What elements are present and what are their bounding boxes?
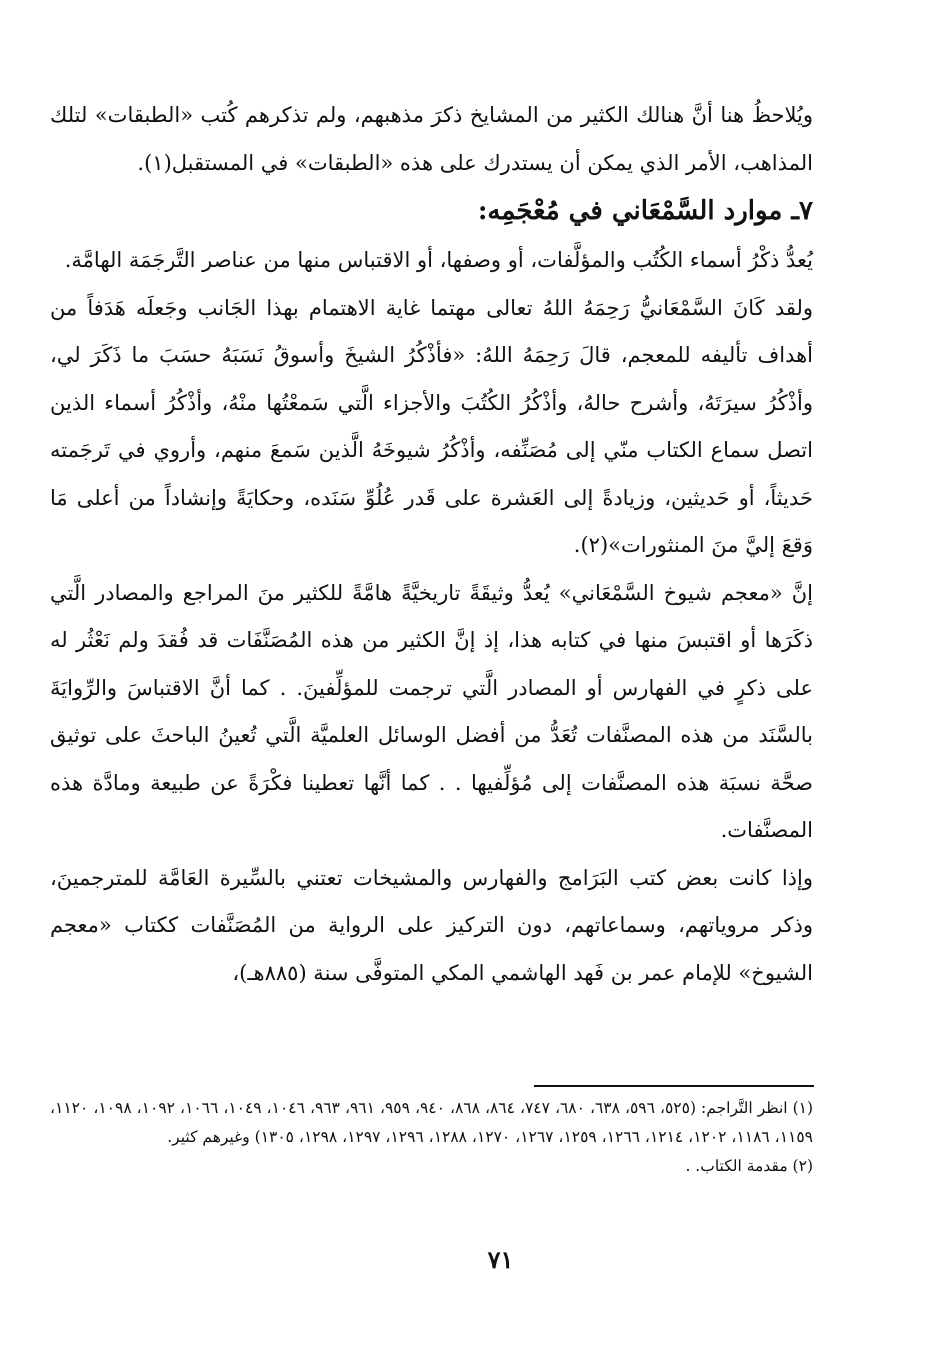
- page-number-wrapper: [0, 1245, 941, 1274]
- footnotes: [50, 1094, 813, 1181]
- paragraph: وإذا كانت بعض كتب البَرَامج والفهارس والمشيخات تعتني بالسِّيرة العَامَّة للمترجمينَ، وذكر مروياتهم، وسماعاتهم، دون التركيز على الرواية من المُصَنَّفات ككتاب «معجم الشيوخ» للإمام عمر بن فَهد الهاشمي المكي المتوفَّى سنة (٨٨٥هـ)،: [50, 865, 813, 985]
- paragraph: إنَّ «معجم شيوخ السَّمْعَاني» يُعدُّ وثيقَةً تاريخيَّةً هامَّةً للكثير منَ المراجع والمصادر الَّتي ذكَرَها أو اقتبسَ منها في كتابه هذا، إذ إنَّ الكثير من هذه المُصَنَّفَات قد فُقدَ ولم نَعْثُر له على ذكرٍ في الفهارس أو المصادر الَّتي ترجمت للمؤلِّفينَ. . كما أنَّ الاقتباسَ والرِّوايَةَ بالسَّنَد من هذه المصنَّفات تُعَدُّ من أفضل الوسائل العلميَّة الَّتي تُعينُ الباحثَ على توثيق صحَّة نسبَة هذه المصنَّفات إلى مُؤلِّفيها . . كما أنَّها تعطينا فكْرَةً عن طبيعة ومادَّة هذه المصنَّفات.: [50, 580, 813, 842]
- footnote-1: (١) انظر التَّراجم: (٥٢٥، ٥٩٦، ٦٣٨، ٦٨٠، ٧٤٧، ٨٦٤، ٨٦٨، ٩٤٠، ٩٥٩، ٩٦١، ٩٦٣، ١٠٤٦، ١٠٤٩، ١٠٦٦، ١٠٩٢، ١٠٩٨، ١١٢٠، ١١٥٩، ١١٨٦، ١٢٠٢، ١٢١٤، ١٢٦٦، ١٢٥٩، ١٢٦٧، ١٢٧٠، ١٢٨٨، ١٢٩٦، ١٢٩٧، ١٢٩٨، ١٣٠٥) وغيرهم كثير.: [50, 1099, 814, 1146]
- intro-paragraph: ويُلاحظُ هنا أنَّ هنالك الكثير من المشايخ ذكرَ مذهبهم، ولم تذكرهم كُتب «الطبقات» لتلك المذاهب، الأمر الذي يمكن أن يستدرك على هذه «الطبقات» في المستقبل(١).: [50, 103, 813, 175]
- footnote-divider: [534, 1085, 814, 1087]
- paragraph: يُعدُّ ذكْرُ أسماء الكُتُب والمؤلَّفات، أو وصفها، أو الاقتباس منها من عناصر التَّرجَمَة الهامَّة.: [64, 248, 813, 272]
- section-heading: ٧ـ موارد السَّمْعَاني في مُعْجَمِه:: [477, 196, 813, 226]
- page-number: ٧١: [487, 1245, 514, 1274]
- footnote-2: (٢) مقدمة الكتاب. .: [685, 1157, 813, 1175]
- paragraph: ولقد كَانَ السَّمْعَانيُّ رَحِمَهُ اللهُ تعالى مهتما غاية الاهتمام بهذا الجَانب وجَعلَه هَدَفاً من أهداف تأليفه للمعجم، قالَ رَحِمَهُ اللهُ: «فأذْكُرُ الشيخَ وأسوقُ نَسَبَهُ حسَبَ ما ذَكَرَ لي، وأذْكُرُ سيرَتَهُ، وأشرح حالهُ، وأذْكُرُ الكُتُبَ والأجزاء الَّتي سَمعْتُها منْهُ، وأذْكُرُ أسماء الذين اتصل سماع الكتاب منّي إلى مُصَنِّفه، وأذْكُرُ شيوخَهُ الَّذين سَمعَ منهم، وأروي في تَرجَمته حَديثاً، أو حَديثين، وزيادةً إلى العَشرة على قَدر عُلُوِّ سَنَده، وحكايَةً وإنشاداً من أعلى مَا وَقعَ إليَّ منَ المنثورات»(٢).: [50, 295, 813, 557]
- main-text: [50, 92, 813, 997]
